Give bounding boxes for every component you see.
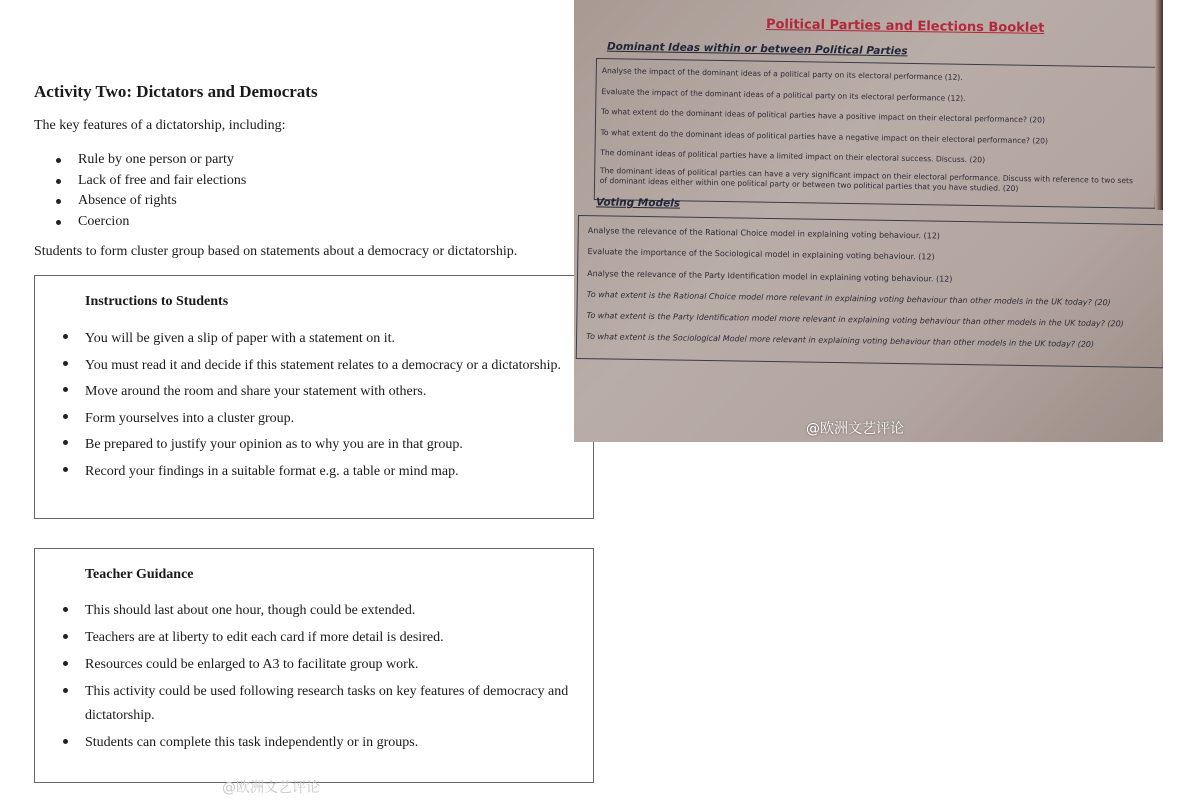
list-item: Resources could be enlarged to A3 to facilitate group work. <box>63 653 583 678</box>
list-item: This activity could be used following research tasks on key features of democracy and dictatorship. <box>63 680 583 729</box>
list-item: Lack of free and fair elections <box>56 171 246 192</box>
dictatorship-features-list <box>56 150 246 232</box>
list-item: Be prepared to justify your opinion as to why you are in that group. <box>63 432 583 459</box>
activity-document <box>0 0 574 800</box>
list-item: You will be given a slip of paper with a statement on it. <box>63 326 583 353</box>
section-heading-voting-models: Voting Models <box>595 196 681 210</box>
question-item: The dominant ideas of political parties have a limited impact on their electoral success. Discuss. (20) <box>600 147 986 165</box>
instructions-list <box>63 326 583 486</box>
list-item: This should last about one hour, though could be extended. <box>63 599 583 624</box>
question-item: Analyse the impact of the dominant ideas of a political party on its electoral performance (12). <box>601 65 963 82</box>
watermark: @欧洲文艺评论 <box>222 780 320 796</box>
instructions-title: Instructions to Students <box>85 294 229 309</box>
list-item: You must read it and decide if this statement relates to a democracy or a dictatorship. <box>63 353 583 380</box>
list-item: Absence of rights <box>56 191 246 212</box>
question-item: To what extent is the Rational Choice model more relevant in explaining voting behaviour than other models in the UK today? (20) <box>586 289 1111 308</box>
activity-title: Activity Two: Dictators and Democrats <box>34 82 318 101</box>
cluster-text: Students to form cluster group based on statements about a democracy or dictatorship. <box>34 244 518 259</box>
question-item: Analyse the relevance of the Rational Choice model in explaining voting behaviour. (12) <box>587 225 941 241</box>
dominant-ideas-questions <box>600 61 1142 198</box>
question-item: Analyse the relevance of the Party Identification model in explaining voting behaviour. (12) <box>587 268 953 284</box>
list-item: Rule by one person or party <box>56 150 246 171</box>
voting-models-questions <box>586 220 1125 356</box>
list-item: Coercion <box>56 212 246 233</box>
teacher-guidance-title: Teacher Guidance <box>85 567 194 582</box>
booklet-photo <box>574 0 1163 442</box>
intro-text: The key features of a dictatorship, including: <box>34 118 286 133</box>
instructions-box <box>34 275 594 519</box>
list-item: Form yourselves into a cluster group. <box>63 406 583 433</box>
section-heading-dominant-ideas: Dominant Ideas within or between Political Parties <box>606 40 908 58</box>
teacher-guidance-list <box>63 599 583 758</box>
question-item: To what extent do the dominant ideas of political parties have a positive impact on their electoral performance? (20) <box>600 106 1046 125</box>
question-item: Evaluate the importance of the Sociological model in explaining voting behaviour. (12) <box>587 247 935 262</box>
watermark: @欧洲文艺评论 <box>806 421 904 437</box>
question-item: To what extent is the Sociological Model more relevant in explaining voting behaviour than other models in the UK today? (20) <box>586 332 1095 350</box>
booklet-title: Political Parties and Elections Booklet <box>765 17 1045 36</box>
list-item: Record your findings in a suitable format e.g. a table or mind map. <box>63 459 583 486</box>
teacher-guidance-box <box>34 548 594 783</box>
question-item: The dominant ideas of political parties can have a very significant impact on their electoral performance. Discuss with reference to two sets of dominant ideas either within one political party or between two political parties that you have studied. (20) <box>599 165 1134 193</box>
list-item: Students can complete this task independently or in groups. <box>63 731 583 756</box>
question-item: To what extent is the Party Identification model more relevant in explaining voting behaviour than other models in the UK today? (20) <box>586 311 1124 329</box>
list-item: Teachers are at liberty to edit each card if more detail is desired. <box>63 626 583 651</box>
question-item: Evaluate the impact of the dominant ideas of a political party on its electoral performance (12). <box>601 86 966 103</box>
list-item: Move around the room and share your statement with others. <box>63 379 583 406</box>
question-item: To what extent do the dominant ideas of political parties have a negative impact on their electoral performance? (20) <box>600 127 1049 146</box>
